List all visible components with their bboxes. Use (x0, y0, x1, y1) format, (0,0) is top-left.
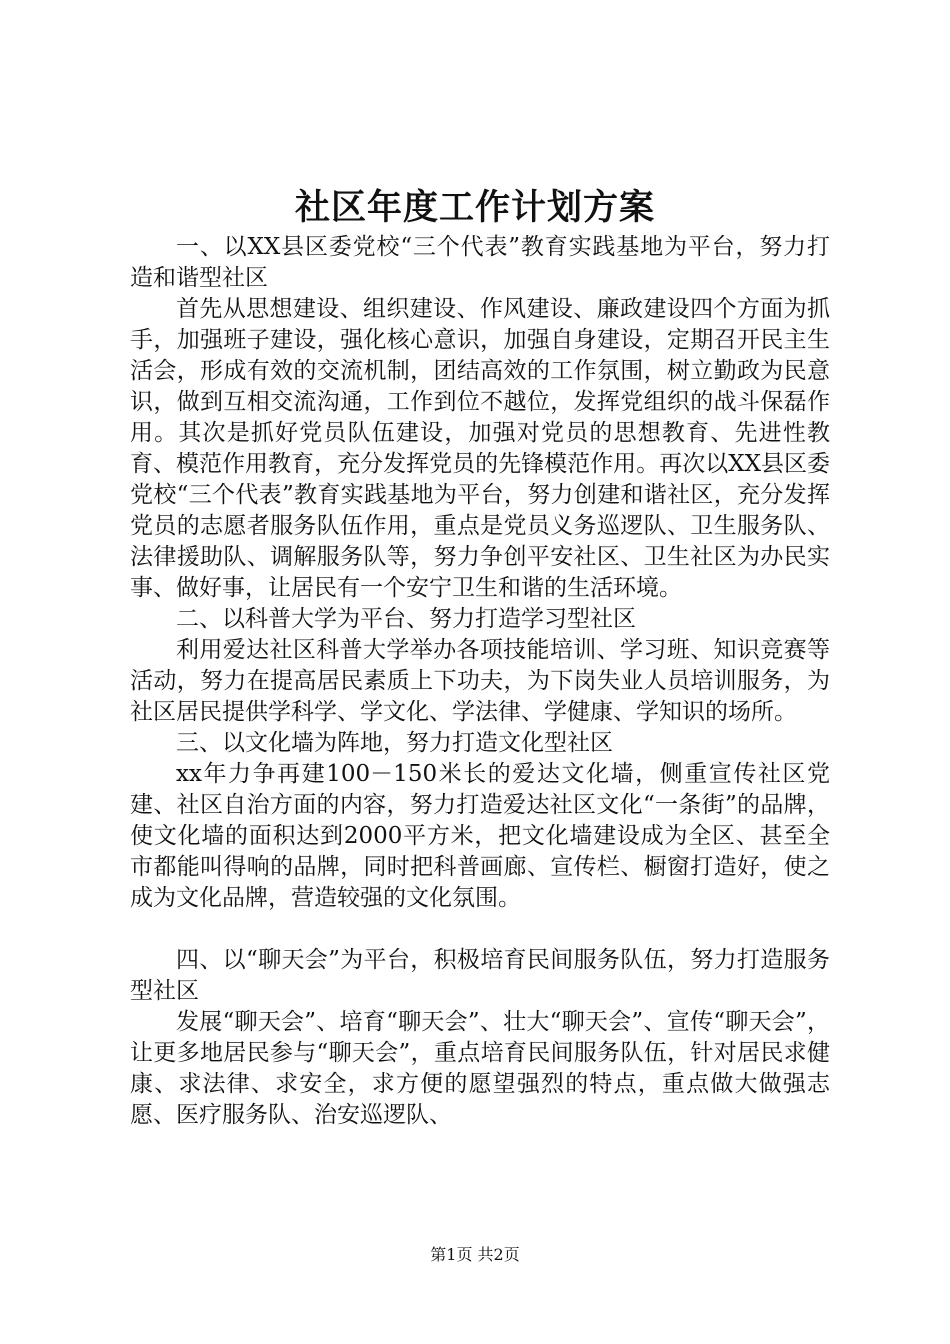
document-body (130, 232, 830, 1131)
body-paragraph-1: 首先从思想建设、组织建设、作风建设、廉政建设四个方面为抓手，加强班子建设，强化核心意识，加强自身建设，定期召开民主生活会，形成有效的交流机制，团结高效的工作氛围，树立勤政为民意识，做到互相交流沟通，工作到位不越位，发挥党组织的战斗保磊作用。其次是抓好党员队伍建设，加强对党员的思想教育、先进性教育、模范作用教育，充分发挥党员的先锋模范作用。再次以XX县区委党校“三个代表”教育实践基地为平台，努力创建和谐社区，充分发挥党员的志愿者服务队伍作用，重点是党员义务巡逻队、卫生服务队、法律援助队、调解服务队等，努力争创平安社区、卫生社区为办民实事、做好事，让居民有一个安宁卫生和谐的生活环境。 (130, 296, 830, 601)
body-paragraph-2: 利用爱达社区科普大学举办各项技能培训、学习班、知识竞赛等活动，努力在提高居民素质上下功夫，为下岗失业人员培训服务，为社区居民提供学科学、学文化、学法律、学健康、学知识的场所。 (130, 637, 830, 725)
page-title: 社区年度工作计划方案 (294, 187, 655, 228)
body-paragraph-3: xx年力争再建100－150米长的爱达文化墙，侧重宣传社区党建、社区自治方面的内容，努力打造爱达社区文化“一条街”的品牌，使文化墙的面积达到2000平方米，把文化墙建设成为全区、甚至全市都能叫得响的品牌，同时把科普画廊、宣传栏、橱窗打造好，使之成为文化品牌，营造较强的文化氛围。 (130, 761, 830, 911)
body-paragraph-4: 发展“聊天会”、培育“聊天会”、壮大“聊天会”、宣传“聊天会”，让更多地居民参与“聊天会”，重点培育民间服务队伍，针对居民求健康、求法律、求安全，求方便的愿望强烈的特点，重点做大做强志愿、医疗服务队、治安巡逻队、 (130, 1009, 830, 1128)
section-heading-1: 一、以XX县区委党校“三个代表”教育实践基地为平台，努力打造和谐型社区 (130, 234, 830, 291)
page-footer: 第1页 共2页 (430, 1245, 520, 1264)
section-heading-3: 三、以文化墙为阵地，努力打造文化型社区 (176, 730, 613, 756)
section-heading-4: 四、以“聊天会”为平台，积极培育民间服务队伍，努力打造服务型社区 (130, 947, 830, 1004)
section-heading-2: 二、以科普大学为平台、努力打造学习型社区 (176, 606, 636, 632)
paragraph-spacer (130, 914, 830, 945)
